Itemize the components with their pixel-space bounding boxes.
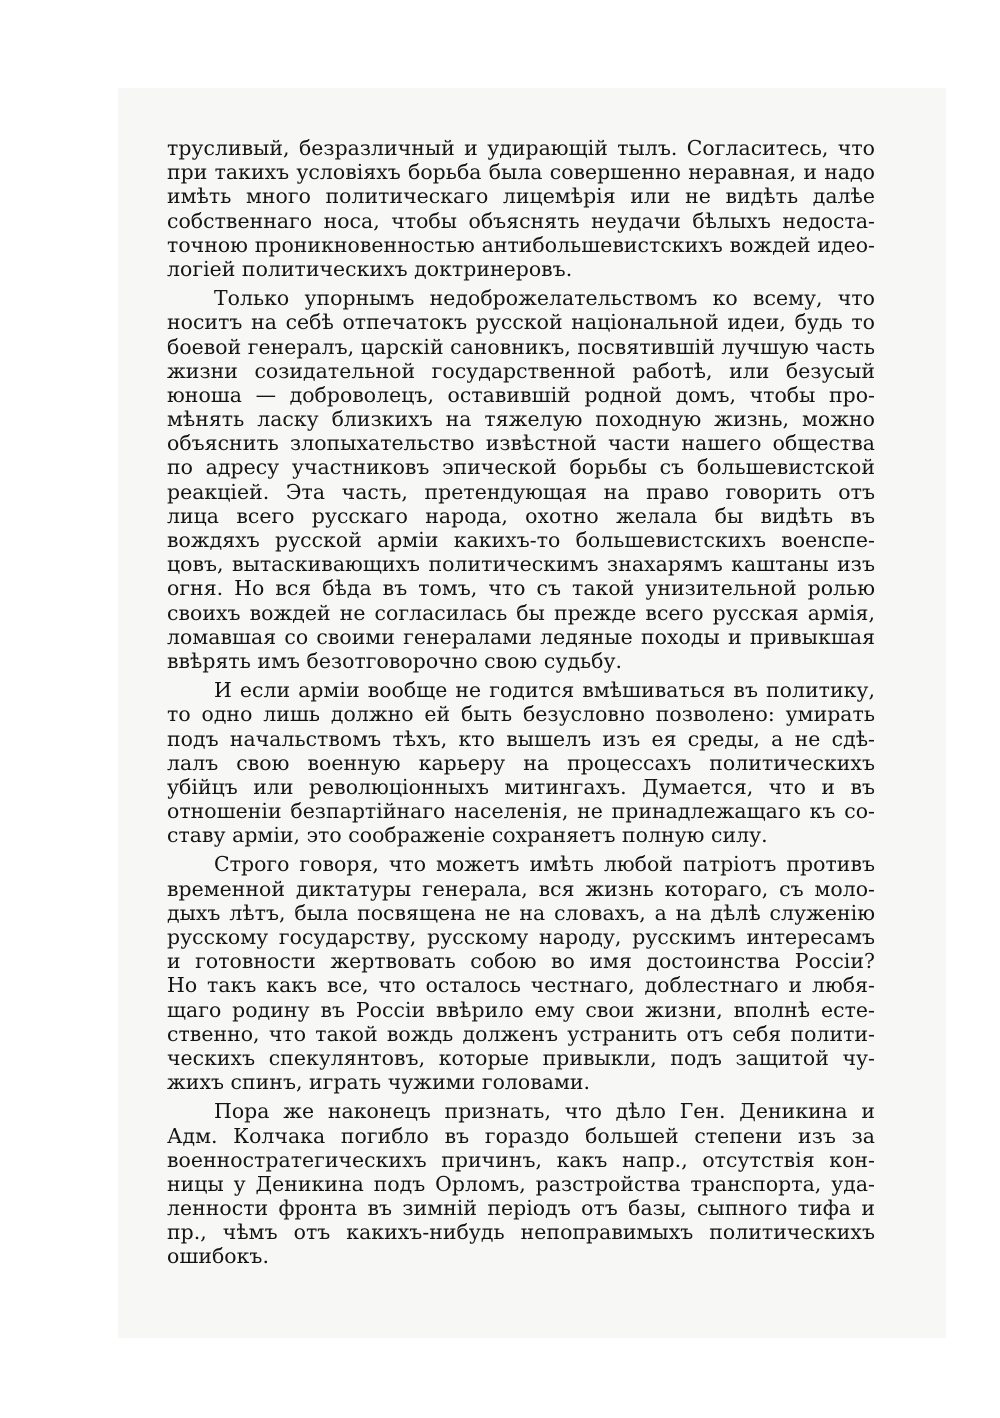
text-line: вождяхъ русской арміи какихъ-то большевистскихъ военспе- [167,528,875,552]
text-line: и готовности жертвовать собою во имя достоинства Россіи? [167,949,875,974]
text-line: логіей политическихъ доктринеровъ. [167,256,573,281]
text-line: трусливый, безразличный и удирающій тылъ. Согласитесь, что [167,136,875,160]
text-line: мѣнять ласку близкихъ на тяжелую походную жизнь, можно [167,407,875,432]
text-line: ницы у Деникина подъ Орломъ, разстройства транспорта, уда- [167,1171,875,1196]
text-line: носитъ на себѣ отпечатокъ русской національной идеи, будь то [167,310,875,335]
text-line: точною проникновенностью антибольшевистскихъ вождей идео- [167,232,875,257]
body-text [167,136,875,1274]
paragraph [167,1099,875,1268]
text-line: ставу арміи, это соображеніе сохраняетъ полную силу. [167,823,768,848]
text-line: при такихъ условіяхъ борьба была совершенно неравная, и надо [167,160,875,185]
text-line: цовъ, вытаскивающихъ политическимъ знахарямъ каштаны изъ [167,552,875,577]
text-line: лалъ свою военную карьеру на процессахъ политическихъ [167,750,875,775]
text-line: по адресу участниковъ эпической борьбы съ большевистской [167,455,875,480]
text-line: И если арміи вообще не годится вмѣшиваться въ политику, [214,678,875,703]
text-line: лица всего русскаго народа, охотно желала бы видѣть въ [167,503,875,528]
text-line: ошибокъ. [167,1244,269,1269]
paragraph [167,136,875,281]
text-line: Адм. Колчака погибло въ гораздо большей степени изъ за [167,1123,875,1148]
text-line: отношеніи безпартійнаго населенія, не принадлежащаго къ со- [167,799,875,824]
text-line: дыхъ лѣтъ, была посвящена не на словахъ, а на дѣлѣ служенію [167,900,875,925]
text-line: ленности фронта въ зимній періодъ отъ базы, сыпного тифа и [167,1196,875,1221]
text-line: Только упорнымъ недоброжелательствомъ ко всему, что [214,286,875,311]
text-line: то одно лишь должно ей быть безусловно позволено: умирать [167,702,875,727]
text-line: огня. Но вся бѣда въ томъ, что съ такой унизительной ролью [167,576,875,601]
paragraph [167,678,875,847]
text-line: подъ начальствомъ тѣхъ, кто вышелъ изъ ея среды, а не сдѣ- [167,726,875,751]
text-line: реакціей. Эта часть, претендующая на право говорить отъ [167,479,875,504]
text-line: пр., чѣмъ отъ какихъ-нибудь непоправимыхъ политическихъ [167,1220,875,1245]
text-line: временной диктатуры генерала, вся жизнь котораго, съ моло- [167,876,875,901]
text-line: имѣть много политическаго лицемѣрія или не видѣть далѣе [167,184,875,209]
text-line: ломавшая со своими генералами ледяные походы и привыкшая [167,624,875,649]
text-line: собственнаго носа, чтобы объяснять неудачи бѣлыхъ недоста- [167,208,875,233]
text-line: ческихъ спекулянтовъ, которые привыкли, подъ защитой чу- [167,1045,875,1070]
text-line: убійцъ или революціонныхъ митингахъ. Думается, что и въ [167,774,875,799]
text-line: Пора же наконецъ признать, что дѣло Ген. Деникина и [214,1099,875,1124]
text-line: военностратегическихъ причинъ, какъ напр., отсутствія кон- [167,1147,875,1172]
text-line: объяснить злопыхательство извѣстной части нашего общества [167,431,875,456]
text-line: своихъ вождей не согласилась бы прежде всего русская армія, [167,600,875,625]
text-line: жихъ спинъ, играть чужими головами. [167,1070,591,1095]
text-line: Но такъ какъ все, что осталось честнаго, доблестнаго и любя- [167,973,875,998]
text-line: ственно, что такой вождь долженъ устранить отъ себя полити- [167,1021,875,1046]
text-line: боевой генералъ, царскій сановникъ, посвятившій лучшую часть [167,334,875,359]
paragraph [167,852,875,1094]
text-line: ввѣрять имъ безотговорочно свою судьбу. [167,648,623,673]
paragraph [167,286,875,673]
text-line: жизни созидательной государственной работѣ, или безусый [167,358,875,383]
text-line: русскому государству, русскому народу, русскимъ интересамъ [167,925,875,949]
text-line: Строго говоря, что можетъ имѣть любой патріотъ противъ [214,852,875,877]
text-line: юноша — доброволецъ, оставившій родной домъ, чтобы про- [167,382,875,407]
text-line: щаго родину въ Россіи ввѣрило ему свои жизни, вполнѣ есте- [167,997,875,1022]
